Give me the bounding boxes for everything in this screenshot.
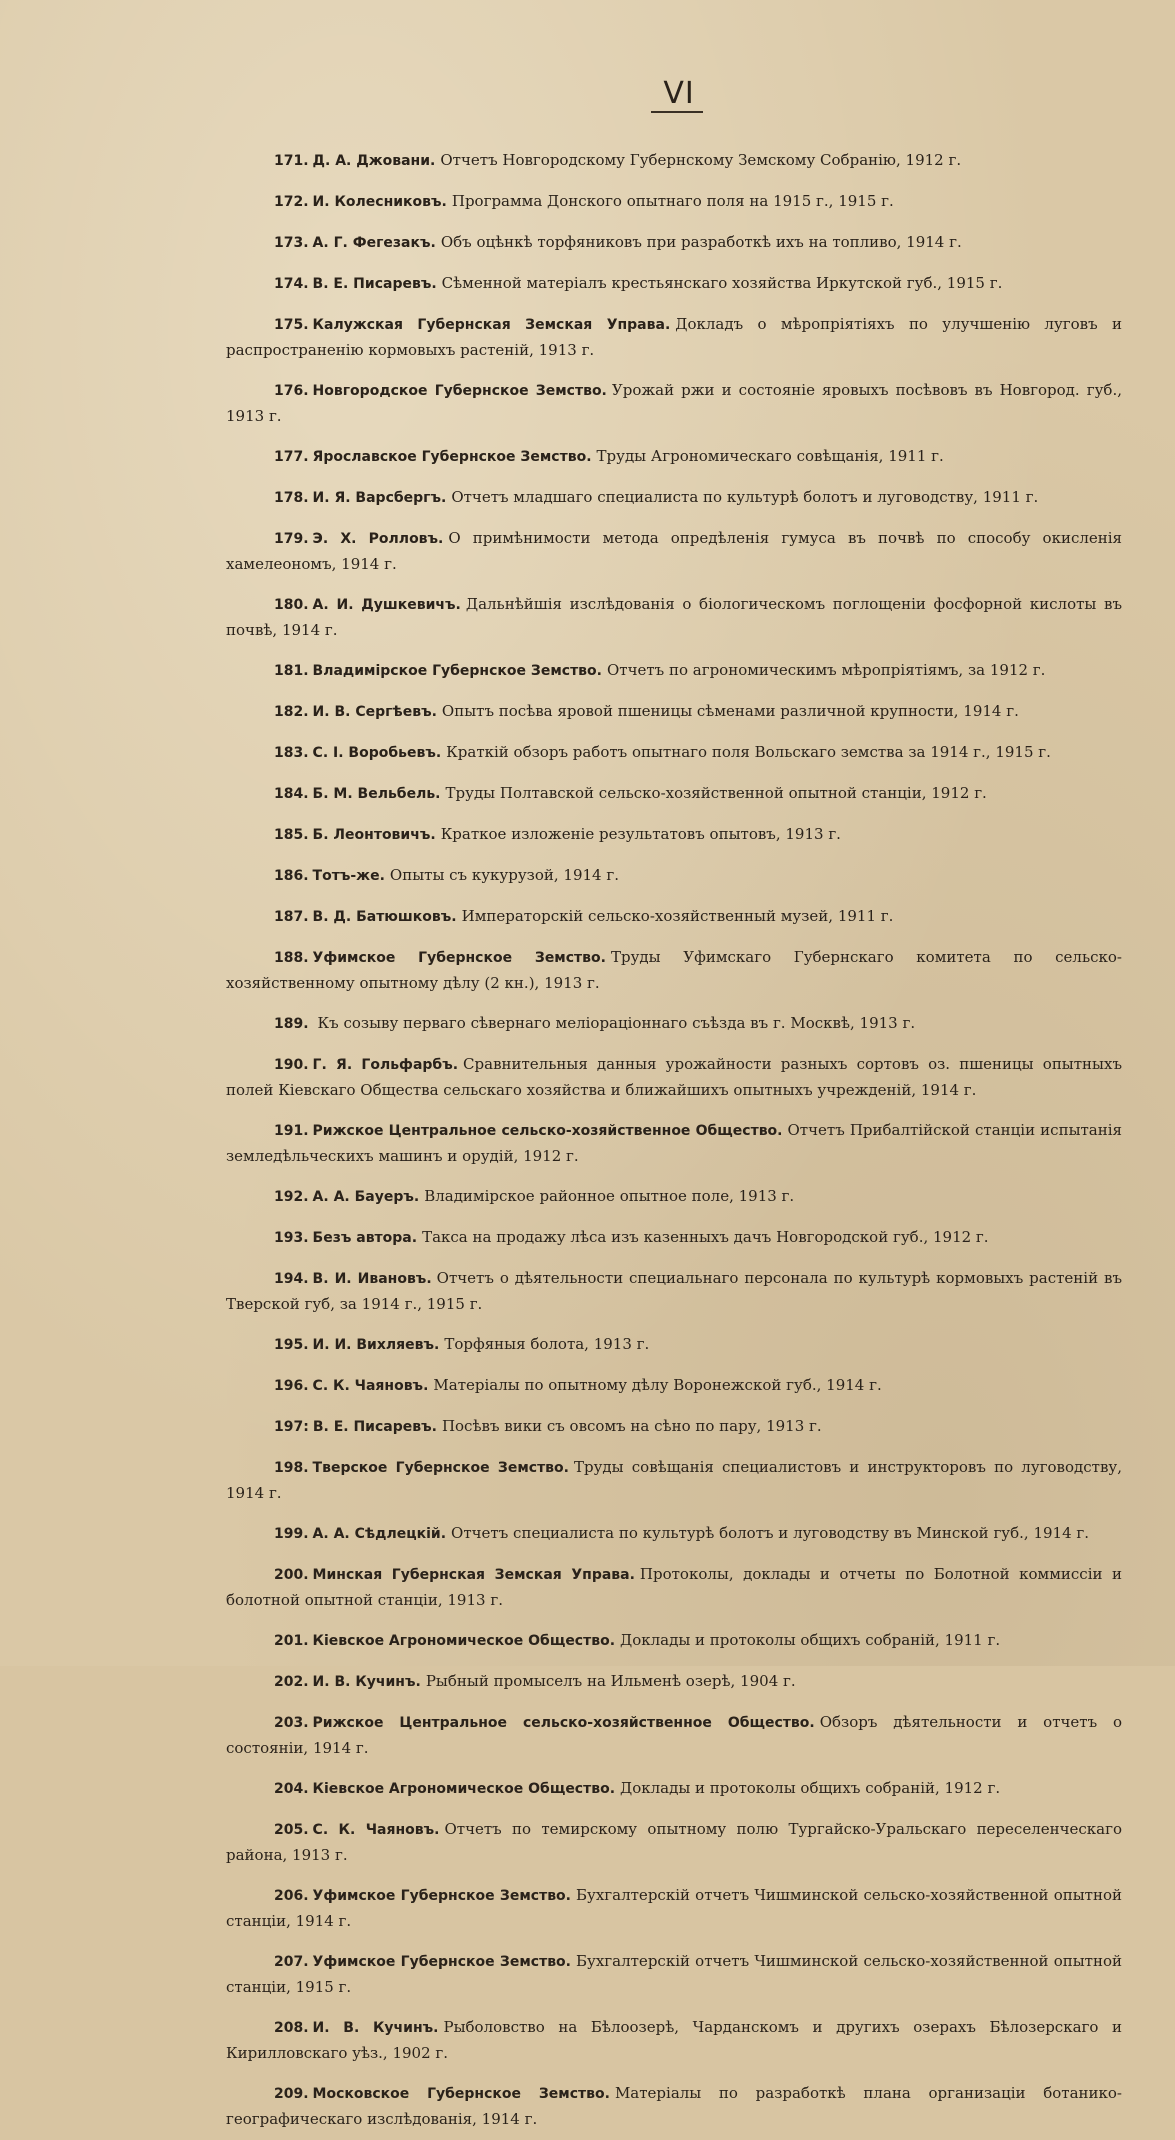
bibliography-entry bbox=[226, 904, 1122, 930]
bibliography-entry bbox=[226, 658, 1122, 684]
entry-title: Опытъ посѣва яровой пшеницы сѣменами различной крупности, 1914 г. bbox=[441, 702, 1019, 720]
bibliography-entry bbox=[226, 1266, 1122, 1317]
entry-number: 195. bbox=[274, 1337, 309, 1353]
entry-title: Матеріалы по разработкѣ плана организаціи ботанико-географическаго изслѣдованія, 1914 г. bbox=[226, 2084, 1122, 2128]
entry-title: Рыболовство на Бѣлоозерѣ, Чарданскомъ и другихъ озерахъ Бѣлозерскаго и Кирилловскаго уѣз., 1902 г. bbox=[226, 2018, 1122, 2062]
bibliography-entry bbox=[226, 1052, 1122, 1103]
entry-number: 199. bbox=[274, 1526, 309, 1542]
bibliography-entry bbox=[226, 1628, 1122, 1654]
entry-author: Д. А. Джовани. bbox=[312, 153, 436, 169]
entry-title: Отчетъ Прибалтійской станціи испытанія земледѣльческихъ машинъ и орудій, 1912 г. bbox=[226, 1121, 1123, 1165]
entry-author: Московское Губернское Земство. bbox=[312, 2086, 610, 2102]
entry-number: 188. bbox=[274, 950, 309, 966]
entry-author: С. К. Чаяновъ. bbox=[312, 1822, 440, 1838]
entry-number: 208. bbox=[274, 2020, 309, 2036]
bibliography-entry bbox=[226, 592, 1122, 643]
entry-number: 202. bbox=[274, 1674, 309, 1690]
bibliography-entry bbox=[226, 271, 1122, 297]
entry-title: Труды Уфимскаго Губернскаго комитета по сельско-хозяйственному опытному дѣлу (2 кн.), 1913 г. bbox=[226, 948, 1122, 992]
bibliography-entry bbox=[226, 1562, 1122, 1613]
entry-title: Отчетъ о дѣятельности специальнаго персонала по культурѣ кормовыхъ растеній въ Тверской губ, за 1914 г., 1915 г. bbox=[226, 1269, 1122, 1313]
entry-number: 189. bbox=[274, 1016, 309, 1032]
entry-title: Программа Донского опытнаго поля на 1915 г., 1915 г. bbox=[451, 192, 894, 210]
entry-title: Матеріалы по опытному дѣлу Воронежской губ., 1914 г. bbox=[433, 1376, 882, 1394]
entry-number: 191. bbox=[274, 1123, 309, 1139]
bibliography-entry bbox=[226, 1817, 1122, 1868]
entry-number: 205. bbox=[274, 1822, 309, 1838]
entry-title: Сравнительныя данныя урожайности разныхъ сортовъ оз. пшеницы опытныхъ полей Кіевскаго Общества сельскаго хозяйства и ближайшихъ опытныхъ учрежденій, 1914 г. bbox=[226, 1055, 1122, 1099]
entry-number: 177. bbox=[274, 449, 309, 465]
page-number-underline bbox=[651, 111, 703, 113]
entry-title: Къ созыву перваго сѣвернаго меліораціоннаго съѣзда въ г. Москвѣ, 1913 г. bbox=[317, 1014, 916, 1032]
entry-number: 182. bbox=[274, 704, 309, 720]
entry-title: Отчетъ младшаго специалиста по культурѣ болотъ и луговодству, 1911 г. bbox=[451, 488, 1039, 506]
entry-title: Доклады и протоколы общихъ собраній, 1911 г. bbox=[620, 1631, 1001, 1649]
bibliography-entry bbox=[226, 148, 1122, 174]
entry-number: 190. bbox=[274, 1057, 309, 1073]
entry-number: 207. bbox=[274, 1954, 309, 1970]
entry-title: Владимірское районное опытное поле, 1913 г. bbox=[424, 1187, 795, 1205]
entry-author: Новгородское Губернское Земство. bbox=[312, 383, 607, 399]
entry-author: Тверское Губернское Земство. bbox=[312, 1460, 569, 1476]
entry-number: 176. bbox=[274, 383, 309, 399]
entry-number: 194. bbox=[274, 1271, 309, 1287]
bibliography-list bbox=[226, 133, 1122, 2140]
entry-title: Доклады и протоколы общихъ собраній, 1912 г. bbox=[620, 1779, 1001, 1797]
entry-number: 180. bbox=[274, 597, 309, 613]
entry-author: Калужская Губернская Земская Управа. bbox=[312, 317, 671, 333]
entry-number: 174. bbox=[274, 276, 309, 292]
entry-author: В. Е. Писаревъ. bbox=[312, 276, 437, 292]
bibliography-entry bbox=[226, 1414, 1122, 1440]
entry-number: 172. bbox=[274, 194, 309, 210]
entry-author: Б. М. Вельбель. bbox=[312, 786, 441, 802]
bibliography-entry bbox=[226, 1949, 1122, 2000]
entry-title: Бухгалтерскій отчетъ Чишминской сельско-хозяйственной опытной станціи, 1914 г. bbox=[226, 1886, 1122, 1930]
entry-number: 171. bbox=[274, 153, 309, 169]
bibliography-entry bbox=[226, 312, 1122, 363]
entry-number: 192. bbox=[274, 1189, 309, 1205]
bibliography-entry bbox=[226, 444, 1122, 470]
entry-author: А. А. Сѣдлецкій. bbox=[312, 1526, 447, 1542]
entry-author: И. В. Кучинъ. bbox=[312, 1674, 421, 1690]
entry-author: Б. Леонтовичъ. bbox=[312, 827, 436, 843]
bibliography-entry bbox=[226, 1669, 1122, 1695]
entry-number: 206. bbox=[274, 1888, 309, 1904]
entry-author: И. Колесниковъ. bbox=[312, 194, 447, 210]
entry-number: 186. bbox=[274, 868, 309, 884]
entry-author: В. Д. Батюшковъ. bbox=[312, 909, 457, 925]
bibliography-entry bbox=[226, 1776, 1122, 1802]
entry-title: Урожай ржи и состояніе яровыхъ посѣвовъ въ Новгород. губ., 1913 г. bbox=[226, 381, 1122, 425]
entry-number: 179. bbox=[274, 531, 309, 547]
entry-author: С. К. Чаяновъ. bbox=[312, 1378, 429, 1394]
entry-author: И. Я. Варсбергъ. bbox=[312, 490, 447, 506]
entry-author: Э. Х. Ролловъ. bbox=[312, 531, 444, 547]
entry-author: Уфимское Губернское Земство. bbox=[312, 1954, 571, 1970]
entry-number: 204. bbox=[274, 1781, 309, 1797]
entry-title: Отчетъ по темирскому опытному полю Тургайско-Уральскаго переселенческаго района, 1913 г. bbox=[226, 1820, 1122, 1864]
entry-title: Протоколы, доклады и отчеты по Болотной коммиссіи и болотной опытной станціи, 1913 г. bbox=[226, 1565, 1122, 1609]
entry-author: Г. Я. Гольфарбъ. bbox=[312, 1057, 459, 1073]
entry-number: 178. bbox=[274, 490, 309, 506]
bibliography-entry bbox=[226, 2015, 1122, 2066]
bibliography-entry bbox=[226, 230, 1122, 256]
entry-title: Рыбный промыселъ на Ильменѣ озерѣ, 1904 г. bbox=[425, 1672, 796, 1690]
bibliography-entry bbox=[226, 699, 1122, 725]
bibliography-entry bbox=[226, 1455, 1122, 1506]
entry-author: Тотъ-же. bbox=[312, 868, 385, 884]
bibliography-entry bbox=[226, 1184, 1122, 1210]
bibliography-entry bbox=[226, 1332, 1122, 1358]
entry-title: Труды Агрономическаго совѣщанія, 1911 г. bbox=[596, 447, 944, 465]
entry-title: Краткое изложеніе результатовъ опытовъ, 1913 г. bbox=[440, 825, 841, 843]
entry-title: Докладъ о мѣропріятіяхъ по улучшенію луговъ и распространенію кормовыхъ растеній, 1913 г. bbox=[226, 315, 1122, 359]
entry-author: Уфимское Губернское Земство. bbox=[312, 950, 606, 966]
entry-number: 196. bbox=[274, 1378, 309, 1394]
entry-title: Обзоръ дѣятельности и отчетъ о состояніи, 1914 г. bbox=[226, 1713, 1123, 1757]
entry-number: 185. bbox=[274, 827, 309, 843]
entry-number: 200. bbox=[274, 1567, 309, 1583]
bibliography-entry bbox=[226, 2081, 1122, 2132]
entry-number: 187. bbox=[274, 909, 309, 925]
entry-title: Краткій обзоръ работъ опытнаго поля Вольскаго земства за 1914 г., 1915 г. bbox=[446, 743, 1051, 761]
bibliography-entry bbox=[226, 1011, 1122, 1037]
entry-title: Такса на продажу лѣса изъ казенныхъ дачъ Новгородской губ., 1912 г. bbox=[422, 1228, 989, 1246]
entry-title: Труды Полтавской сельско-хозяйственной опытной станціи, 1912 г. bbox=[445, 784, 987, 802]
entry-author: И. В. Кучинъ. bbox=[312, 2020, 439, 2036]
entry-number: 184. bbox=[274, 786, 309, 802]
bibliography-entry bbox=[226, 740, 1122, 766]
bibliography-entry bbox=[226, 863, 1122, 889]
entry-title: Дальнѣйшія изслѣдованія о біологическомъ поглощеніи фосфорной кислоты въ почвѣ, 1914 г. bbox=[226, 595, 1123, 639]
bibliography-entry bbox=[226, 945, 1122, 996]
entry-number: 197: bbox=[274, 1419, 309, 1435]
entry-number: 209. bbox=[274, 2086, 309, 2102]
entry-number: 181. bbox=[274, 663, 309, 679]
entry-title: Бухгалтерскій отчетъ Чишминской сельско-хозяйственной опытной станціи, 1915 г. bbox=[226, 1952, 1122, 1996]
entry-author: Кіевское Агрономическое Общество. bbox=[312, 1781, 616, 1797]
entry-title: Отчетъ Новгородскому Губернскому Земскому Собранію, 1912 г. bbox=[440, 151, 962, 169]
entry-title: О примѣнимости метода опредѣленія гумуса въ почвѣ по способу окисленія хамелеономъ, 1914 г. bbox=[226, 529, 1123, 573]
entry-number: 201. bbox=[274, 1633, 309, 1649]
entry-author: Ярославское Губернское Земство. bbox=[312, 449, 592, 465]
bibliography-entry bbox=[226, 1521, 1122, 1547]
entry-number: 203. bbox=[274, 1715, 309, 1731]
entry-author: А. А. Бауеръ. bbox=[312, 1189, 420, 1205]
bibliography-entry bbox=[226, 1710, 1122, 1761]
entry-number: 193. bbox=[274, 1230, 309, 1246]
entry-number: 175. bbox=[274, 317, 309, 333]
entry-title: Объ оцѣнкѣ торфяниковъ при разработкѣ ихъ на топливо, 1914 г. bbox=[440, 233, 962, 251]
bibliography-entry bbox=[226, 781, 1122, 807]
bibliography-entry bbox=[226, 526, 1122, 577]
entry-title: Опыты съ кукурузой, 1914 г. bbox=[389, 866, 620, 884]
entry-author: С. І. Воробьевъ. bbox=[312, 745, 442, 761]
entry-author: А. Г. Фегезакъ. bbox=[312, 235, 436, 251]
entry-author: Рижское Центральное сельско-хозяйственное Общество. bbox=[312, 1715, 815, 1731]
bibliography-entry bbox=[226, 189, 1122, 215]
entry-author: Минская Губернская Земская Управа. bbox=[312, 1567, 635, 1583]
bibliography-entry bbox=[226, 1118, 1122, 1169]
page-number: VI bbox=[663, 76, 695, 111]
entry-number: 173. bbox=[274, 235, 309, 251]
bibliography-entry bbox=[226, 1225, 1122, 1251]
bibliography-entry bbox=[226, 822, 1122, 848]
entry-author: Безъ автора. bbox=[312, 1230, 418, 1246]
entry-title: Труды совѣщанія специалистовъ и инструкторовъ по луговодству, 1914 г. bbox=[226, 1458, 1123, 1502]
entry-author: Рижское Центральное сельско-хозяйственное Общество. bbox=[312, 1123, 783, 1139]
bibliography-entry bbox=[226, 1373, 1122, 1399]
entry-author: В. Е. Писаревъ. bbox=[312, 1419, 437, 1435]
bibliography-entry bbox=[226, 378, 1122, 429]
entry-title: Сѣменной матеріалъ крестьянскаго хозяйства Иркутской губ., 1915 г. bbox=[441, 274, 1003, 292]
entry-title: Отчетъ по агрономическимъ мѣропріятіямъ, за 1912 г. bbox=[606, 661, 1046, 679]
entry-author: В. И. Ивановъ. bbox=[312, 1271, 432, 1287]
entry-author: И. В. Сергѣевъ. bbox=[312, 704, 437, 720]
entry-author: Кіевское Агрономическое Общество. bbox=[312, 1633, 616, 1649]
entry-author: Владимірское Губернское Земство. bbox=[312, 663, 602, 679]
entry-title: Императорскій сельско-хозяйственный музей, 1911 г. bbox=[461, 907, 894, 925]
entry-title: Посѣвъ вики съ овсомъ на сѣно по пару, 1913 г. bbox=[441, 1417, 822, 1435]
entry-number: 198. bbox=[274, 1460, 309, 1476]
entry-title: Отчетъ специалиста по культурѣ болотъ и луговодству въ Минской губ., 1914 г. bbox=[451, 1524, 1090, 1542]
bibliography-entry bbox=[226, 1883, 1122, 1934]
entry-author: Уфимское Губернское Земство. bbox=[312, 1888, 571, 1904]
entry-title: Торфяныя болота, 1913 г. bbox=[444, 1335, 650, 1353]
entry-number: 183. bbox=[274, 745, 309, 761]
entry-author: И. И. Вихляевъ. bbox=[312, 1337, 440, 1353]
bibliography-entry bbox=[226, 485, 1122, 511]
entry-author: А. И. Душкевичъ. bbox=[312, 597, 461, 613]
